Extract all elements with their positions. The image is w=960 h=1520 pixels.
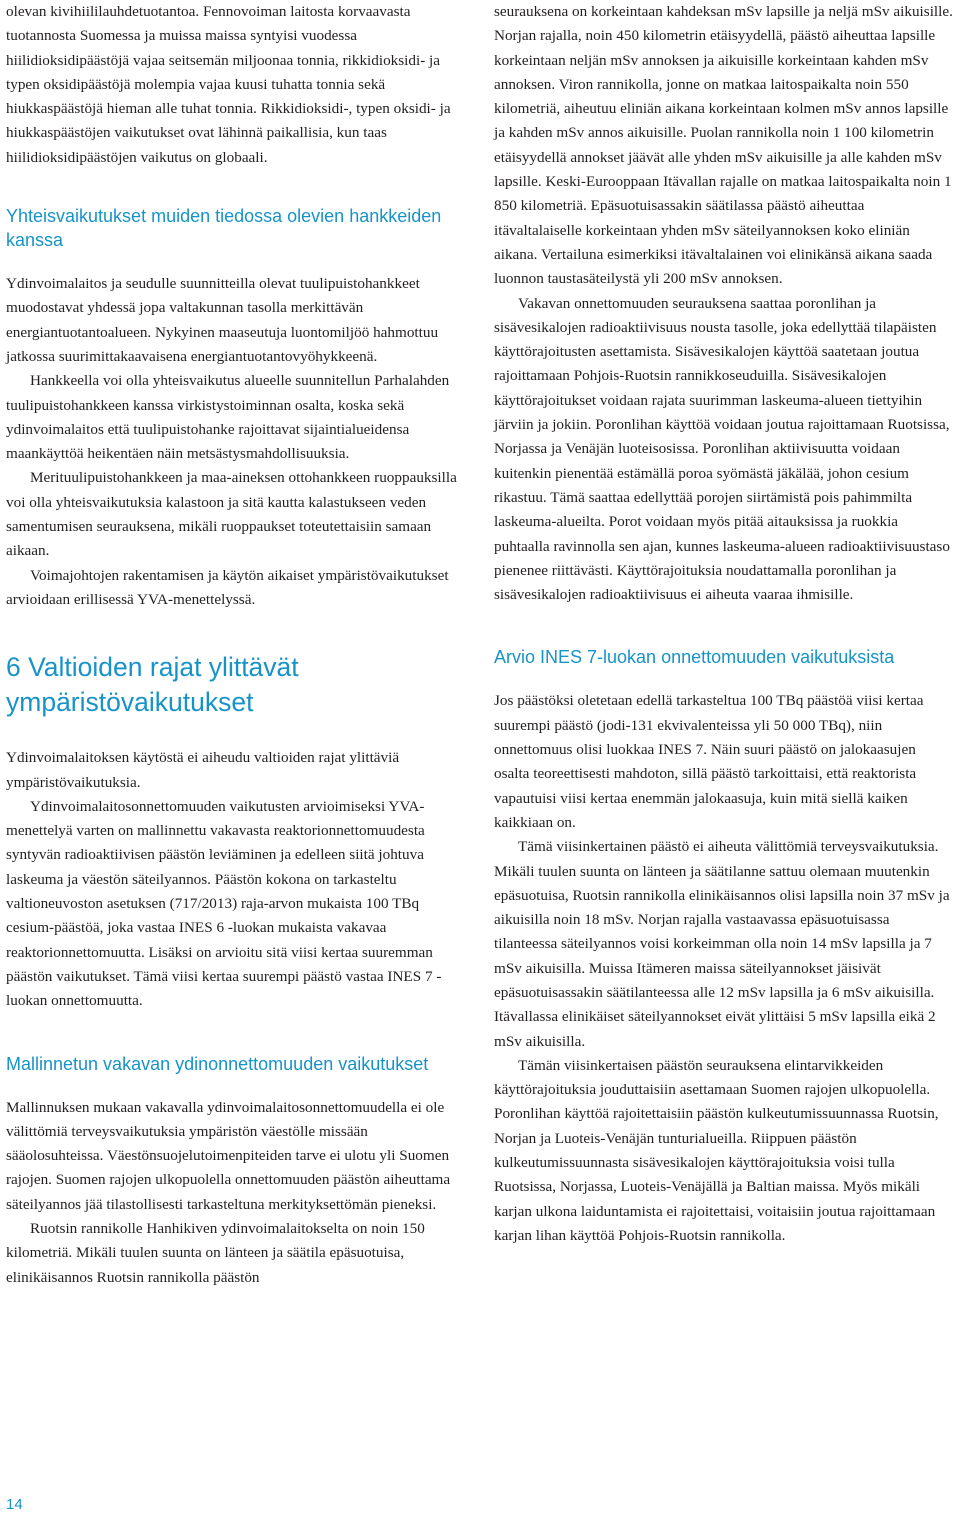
- paragraph: Ydinvoimalaitosonnettomuuden vaikutusten arvioimiseksi YVA-menettelyä varten on mallinnettu vakavasta reaktorionnettomuudesta syntyvän radioaktiivisen päästön leviäminen ja edelleen siitä johtuva laskeuma ja väestön säteilyannos. Päästön kokona on tarkasteltu valtioneuvoston asetuksen (717/2013) raja-arvon mukaista 100 TBq cesium-päästöä, joka vastaa INES 6 -luokan mukaista vakavaa reaktorionnettomuutta. Lisäksi on arvioitu sitä viisi kertaa suuremman päästön vaikutukset. Tämä viisi kertaa suurempi päästö vastaa INES 7 -luokan onnettomuutta.: [6, 797, 442, 1010]
- paragraph: Hankkeella voi olla yhteisvaikutus alueelle suunnitellun Parhalahden tuulipuistohankkeen kanssa virkistystoiminnan osalta, koska sekä ydinvoimalaitos että tuulipuistohanke rajoittavat sijaintialueidensa maankäyttöä heikentäen näin metsästysmahdollisuuksia.: [6, 372, 450, 463]
- heading-ines7-assessment: Arvio INES 7-luokan onnettomuuden vaikutuksista: [494, 647, 895, 668]
- paragraph: Tämä viisinkertainen päästö ei aiheuta välittömiä terveysvaikutuksia. Mikäli tuulen suunta on länteen ja säätilanne sattuu olemaan muutenkin epäsuotuisa, Ruotsin rannikolla elinikäisannos olisi lapsilla noin 37 mSv ja aikuisilla noin 18 mSv. Norjan rajalla vastaavassa epäsuotuisassa tilanteessa säteilyannos voisi korkeimman olla noin 14 mSv lapsilla ja 7 mSv aikuisilla. Muissa Itämeren maissa säteilyannokset jäisivät epäsuotuisassakin säätilanteessa alle 12 mSv lapsilla ja 6 mSv aikuisilla. Itävallassa elinikäiset säteilyannokset eivät ylittäisi 5 mSv lapsilla eikä 2 mSv aikuisilla.: [494, 838, 950, 1050]
- left-column: [6, 0, 466, 1290]
- heading-modelled-accident: Mallinnetun vakavan ydinonnettomuuden vaikutukset: [6, 1053, 429, 1074]
- intro-paragraph: olevan kivihiililauhdetuotantoa. Fennovoiman laitosta korvaavasta tuotannosta Suomessa ja muissa maissa syntyisi vuodessa hiilidioksidipäästöjä vajaa seitsemän miljoonaa tonnia, rikkidioksidi- ja typen oksidipäästöjä molempia vajaa kuusi tuhatta tonnia sekä hiukkaspäästöjä hieman alle tuhat tonnia. Rikkidioksidi-, typen oksidi- ja hiukkaspäästöjen vaikutukset ovat lähinnä paikallisia, kun taas hiilidioksidipäästöjen vaikutus on globaali.: [6, 3, 451, 166]
- paragraph: Ydinvoimalaitoksen käytöstä ei aiheudu valtioiden rajat ylittäviä ympäristövaikutuksia.: [6, 749, 400, 791]
- paragraph: Merituulipuistohankkeen ja maa-aineksen ottohankkeen ruoppauksilla voi olla yhteisvaikutuksia kalastoon ja sitä kautta kalastukseen veden samentumisen seurauksena, mikäli ruoppaukset toteutettaisiin samaan aikaan.: [6, 469, 457, 560]
- paragraph: seurauksena on korkeintaan kahdeksan mSv lapsille ja neljä mSv aikuisille. Norjan rajalla, noin 450 kilometrin etäisyydellä, päästö aiheuttaa lapsille korkeintaan neljän mSv annoksen ja aikuisille korkeintaan kahden mSv annoksen. Viron rannikolla, jonne on matkaa laitospaikalta noin 550 kilometriä, aiheutuu eliniän aikana korkeintaan kolmen mSv annos lapsille ja kahden mSv annos aikuisille. Puolan rannikolla noin 1 100 kilometrin etäisyydellä annokset jäävät alle yhden mSv aikuisille ja alle kahden mSv lapsille. Keski-Eurooppaan Itävallan rajalle on matkaa laitospaikalta noin 1 850 kilometriä. Epäsuotuisassakin säätilassa päästö aiheuttaa itävaltalaiselle korkeintaan yhden mSv säteilyannoksen koko eliniän aikana. Vertailuna esimerkiksi itävaltalainen voi elinikänsä aikana saada luonnon taustasäteilystä yli 200 mSv annoksen.: [494, 3, 953, 288]
- paragraph: Jos päästöksi oletetaan edellä tarkasteltua 100 TBq päästöä viisi kertaa suurempi päästö (jodi-131 ekvivalenteissa yli 50 000 TBq), niin onnettomuus olisi luokkaa INES 7. Näin suuri päästö on jalokaasujen osalta teoreettisesti mahdoton, sillä päästö tarkoittaisi, että reaktorista vapautuisi viisi kertaa enemmän jalokaasuja, kuin mitä siellä kaiken kaikkiaan on.: [494, 692, 924, 831]
- paragraph: Ruotsin rannikolle Hanhikiven ydinvoimalaitokselta on noin 150 kilometriä. Mikäli tuulen suunta on länteen ja säätila epäsuotuisa, elinikäisannos Ruotsin rannikolla päästön: [6, 1219, 425, 1286]
- paragraph: Ydinvoimalaitos ja seudulle suunnitteilla olevat tuulipuistohankkeet muodostavat yhdessä jopa valtakunnan tasolla merkittävän energiantuotantoalueen. Nykyinen maaseutuja luontomiljöö hahmottuu jatkossa suurimittakaavaisena energiantuotantovyöhykkeenä.: [6, 275, 439, 365]
- section-6-title: 6 Valtioiden rajat ylittävät ympäristövaikutukset: [6, 652, 299, 718]
- paragraph: Tämän viisinkertaisen päästön seurauksena elintarvikkeiden käyttörajoituksia jouduttaisiin asettamaan Suomen rajojen ulkopuolella. Poronlihan käyttöä rajoitettaisiin päästön kulkeutumissuunnassa Ruotsin, Norjan ja Luoteis-Venäjän tunturialueilla. Riippuen päästön kulkeutumissuunnasta sisävesikalojen käyttörajoituksia voisi tulla Ruotsissa, Norjassa, Luoteis-Venäjällä ja Baltian maissa. Myös mikäli karjan ulkona laiduntamista ei rajoitettaisi, voitaisiin joutua rajoittamaan karjan lihan käyttöä Pohjois-Ruotsin rannikolla.: [494, 1056, 939, 1244]
- paragraph: Mallinnuksen mukaan vakavalla ydinvoimalaitosonnettomuudella ei ole välittömiä terveysvaikutuksia ympäristön väestölle missään sääolosuhteissa. Väestönsuojelutoimenpiteiden tarve ei ulotu yli Suomen rajojen. Suomen rajojen ulkopuolella onnettomuuden päästön aiheuttama säteilyannos jää tilastollisesti tarkasteltuna merkityksettömän pieneksi.: [6, 1098, 451, 1213]
- paragraph: Vakavan onnettomuuden seurauksena saattaa poronlihan ja sisävesikalojen radioaktiivisuus nousta tasolle, joka edellyttää tilapäisten käyttörajoitusten asettamista. Sisävesikalojen käyttöä saatetaan joutua rajoittamaan Pohjois-Ruotsin rannikkoseuduilla. Sisävesikalojen käyttörajoitukset voidaan rajata suurimman laskeuma-alueen tiettyihin järviin ja jokiin. Poronlihan käyttöä voidaan joutua rajoittamaan Ruotsissa, Norjassa ja Venäjän luoteisosissa. Poronlihan aktiivisuutta voidaan kuitenkin pienentää estämällä poroa syömästä jäkälää, johon cesium rikastuu. Tämä saattaa edellyttää porojen siirtämistä pois pahimmilta laskeuma-alueilta. Porot voidaan myös pitää aitauksissa ja ruokkia puhtaalla ravinnolla sen ajan, kunnes laskeuma-alueen radioaktiivisuustaso pienenee riittävästi. Käyttörajoituksia noudattamalla poronlihan ja sisävesikalojen radioaktiivisuus ei aiheuta vaaraa ihmisille.: [494, 294, 950, 604]
- heading-cumulative-effects: Yhteisvaikutukset muiden tiedossa olevien hankkeiden kanssa: [6, 206, 442, 251]
- page-number: 14: [6, 1496, 23, 1513]
- paragraph: Voimajohtojen rakentamisen ja käytön aikaiset ympäristövaikutukset arvioidaan erillisessä YVA-menettelyssä.: [6, 566, 449, 608]
- right-column: [494, 0, 954, 1248]
